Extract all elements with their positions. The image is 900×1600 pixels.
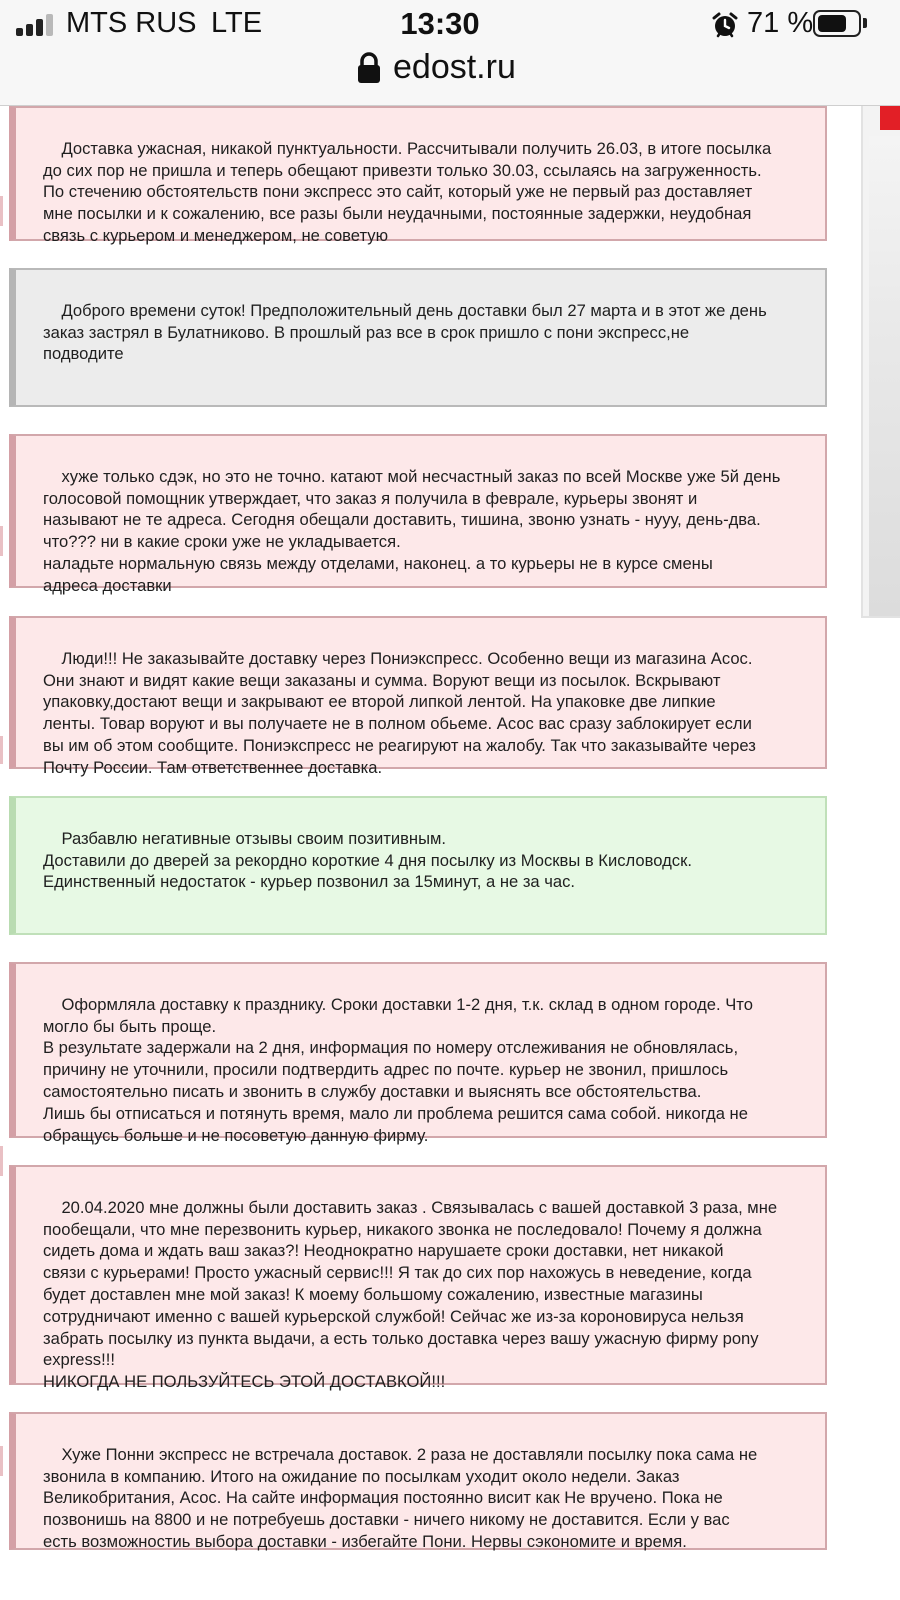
review-card <box>9 616 827 777</box>
review-text: Люди!!! Не заказывайте доставку через Пониэкспресс. Особенно вещи из магазина Асос. Они знают и видят какие вещи заказаны и сумма. Воруют вещи из посылок. Вскрывают упаковку,достают вещи и закрывают ее второй липкой лентой. На упаковке две липкие ленты. Товар воруют и вы получаете не в полном обьеме. Асос вас сразу заблокирует если вы им об этом сообщите. Пониэкспресс не реагируют на жалобу. Так что заказывайте через Почту России. Там ответственнее доставка. <box>43 648 756 777</box>
review-text: хуже только сдэк, но это не точно. катают мой несчастный заказ по всей Москве уже 5й день голосовой помощник утверждает, что заказ я получила в феврале, курьеры звонят и называют не те адреса. Сегодня обещали доставить, тишина, звоню узнать - нууу, день-два. что??? ни в какие сроки уже не укладывается. наладьте нормальную связь между отделами, наконец. а то курьеры не в курсе смены адреса доставки <box>43 466 781 595</box>
browser-top-bar <box>0 0 900 106</box>
review-card <box>9 1412 827 1550</box>
review-text: Оформляла доставку к празднику. Сроки доставки 1-2 дня, т.к. склад в одном городе. Что могло бы быть проще. В результате задержали на 2 дня, информация по номеру отслеживания не обновлялась, причину не уточнили, просили подтвердить адрес по почте. курьер не звонил, пришлось самостоятельно писать и звонить в службу доставки и выяснять все обстоятельства. Лишь бы отписаться и потянуть время, мало ли проблема решится сама собой. никогда не обращусь больше и не посоветую данную фирму. <box>43 994 753 1145</box>
battery-percent: 71 % <box>747 7 814 39</box>
battery-fill <box>818 15 846 32</box>
side-advertisement[interactable] <box>861 106 900 618</box>
review-text: Доброго времени суток! Предположительный день доставки был 27 марта и в этот же день заказ застрял в Булатниково. В прошлый раз все в срок пришло с пони экспресс,не подводите <box>43 300 767 364</box>
review-card <box>9 1165 827 1392</box>
review-text: Доставка ужасная, никакой пунктуальности. Рассчитывали получить 26.03, в итоге посылка до сих пор не пришла и теперь обещают привезти только 30.03, ссылаясь на загруженность. По стечению обстоятельств пони экспресс это сайт, который уже не первый раз доставляет мне посылки и к сожалению, все разы были неудачными, постоянные задержки, неудобная связь с курьером и менеджером, не советую <box>43 138 772 245</box>
review-text: Хуже Понни экспресс не встречала доставок. 2 раза не доставляли посылку пока сама не звонила в компанию. Итого на ожидание по посылкам уходит около недели. Заказ Великобритания, Асос. На сайте информация постоянно висит как Не вручено. Пока не позвонишь на 8800 и не потребуешь доставки - ничего никому не доставится. Если у вас есть возможностиь выбора доставки - избегайте Пони. Нервы сэкономите и время. <box>43 1444 758 1551</box>
review-card <box>9 434 827 595</box>
status-bar <box>0 0 900 50</box>
lock-icon <box>357 52 381 84</box>
review-text: Разбавлю негативные отзывы своим позитивным. Доставили до дверей за рекордно короткие 4 дня посылку из Москвы в Кисловодск. Единственный недостаток - курьер позвонил за 15минут, а не за час. <box>43 828 692 892</box>
review-card <box>9 268 827 407</box>
battery-icon <box>813 10 867 37</box>
status-time: 13:30 <box>400 6 480 41</box>
left-page-edge <box>0 106 8 1600</box>
url-text[interactable]: edost.ru <box>393 48 516 86</box>
address-bar[interactable] <box>0 48 900 92</box>
review-text: 20.04.2020 мне должны были доставить заказ . Связывалась с вашей доставкой 3 раза, мне пообещали, что мне перезвонить курьер, никакого звонка не последовало! Почему я должна сидеть дома и ждать ваш заказ?! Неоднократно нарушаете сроки доставки, нет никакой связи с курьерами! Просто ужасный сервис!!! Я так до сих пор нахожусь в неведение, когда будет доставлен мне мой заказ! К моему большому сожалению, известные магазины сотрудничают именно с вашей курьерской службой! Сейчас же из-за короновируса нельзя забрать посылку из пункта выдачи, а есть только доставка через вашу ужасную фирму pony express!!! НИКОГДА НЕ ПОЛЬЗУЙТЕСЬ ЭТОЙ ДОСТАВКОЙ!!! <box>43 1197 778 1392</box>
review-card <box>9 796 827 935</box>
alarm-clock-icon <box>711 11 739 39</box>
review-card <box>9 106 827 245</box>
carrier-name: MTS RUS <box>66 7 197 39</box>
ad-logo-block <box>880 106 900 130</box>
network-type: LTE <box>211 7 263 39</box>
review-card <box>9 962 827 1145</box>
ad-image <box>869 136 900 616</box>
